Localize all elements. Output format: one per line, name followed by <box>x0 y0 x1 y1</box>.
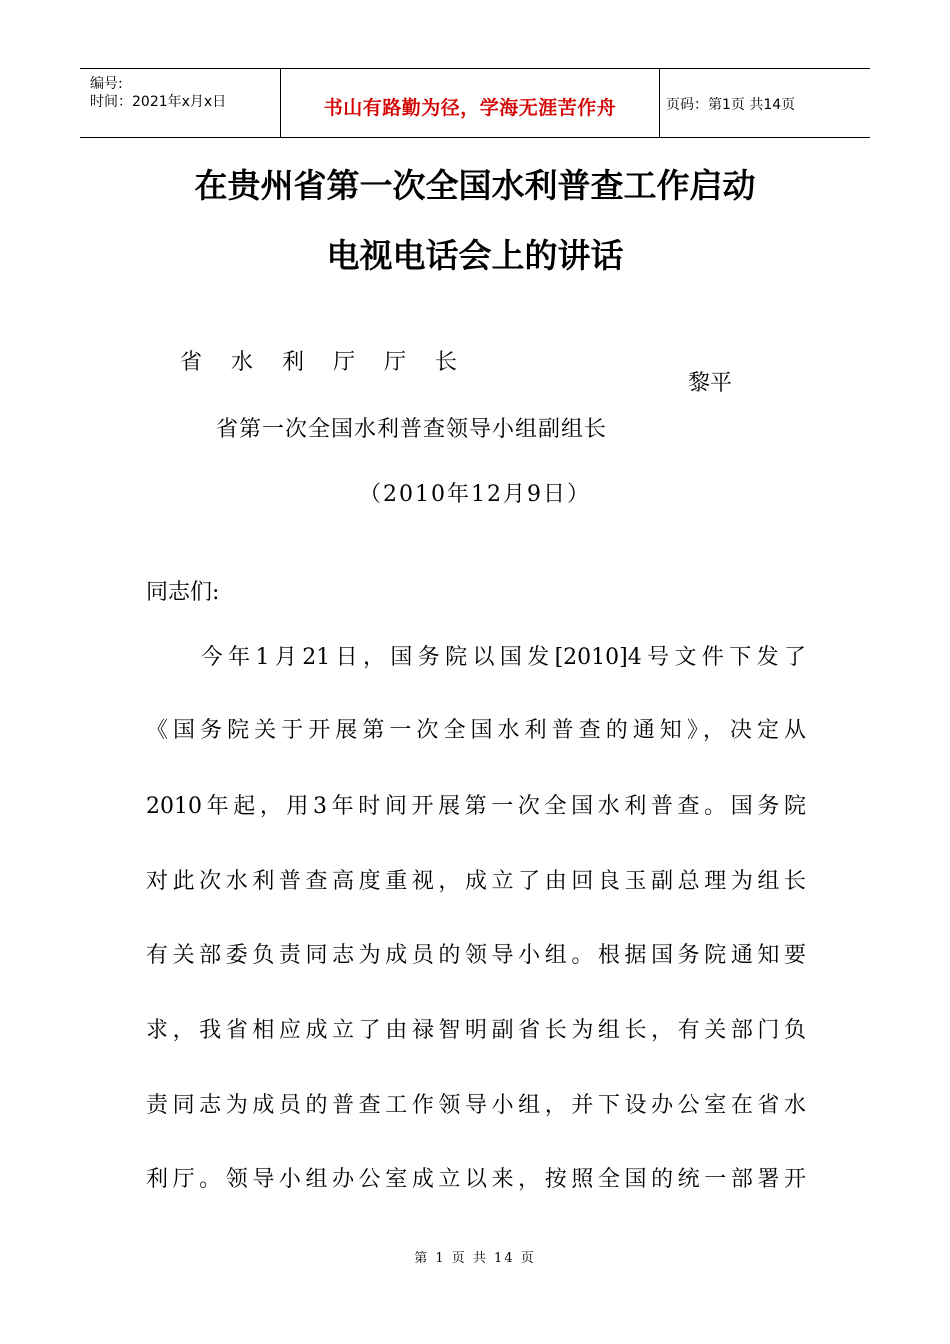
page-header <box>80 68 870 138</box>
body-line: 利厅。领导小组办公室成立以来，按照全国的统一部署开 <box>146 1167 806 1192</box>
header-motto: 书山有路勤为径，学海无涯苦作舟 <box>323 97 617 119</box>
body-line: 《国务院关于开展第一次全国水利普查的通知》，决定从 <box>146 718 806 743</box>
body-line: 对此次水利普查高度重视，成立了由回良玉副总理为组长 <box>146 869 806 894</box>
body-line: 有关部委负责同志为成员的领导小组。根据国务院通知要 <box>146 943 806 968</box>
header-time-label: 时间：2021年x月x日 <box>90 94 227 110</box>
speaker-role-2: 省第一次全国水利普查领导小组副组长 <box>216 417 608 442</box>
header-motto-cell <box>280 69 660 137</box>
header-page-cell <box>658 69 870 137</box>
speaker-role-1: 省水利厅厅长 <box>180 350 487 375</box>
speech-date: （2010年12月9日） <box>359 482 591 507</box>
document-title-line-1: 在贵州省第一次全国水利普查工作启动 <box>194 166 756 205</box>
body-line: 今年1月21日，国务院以国发[2010]4号文件下发了 <box>146 645 806 670</box>
page-footer: 第 1 页 共 14 页 <box>414 1251 536 1266</box>
body-line: 2010年起，用3年时间开展第一次全国水利普查。国务院 <box>146 794 806 819</box>
greeting: 同志们: <box>146 580 220 605</box>
body-line: 求，我省相应成立了由禄智明副省长为组长，有关部门负 <box>146 1018 806 1043</box>
body-line: 责同志为成员的普查工作领导小组，并下设办公室在省水 <box>146 1093 806 1118</box>
header-meta-cell <box>80 69 280 137</box>
speaker-name: 黎平 <box>688 371 733 396</box>
document-title-line-2: 电视电话会上的讲话 <box>326 236 624 275</box>
header-number-label: 编号: <box>90 76 123 92</box>
header-page-label: 页码：第1页 共14页 <box>666 97 796 113</box>
